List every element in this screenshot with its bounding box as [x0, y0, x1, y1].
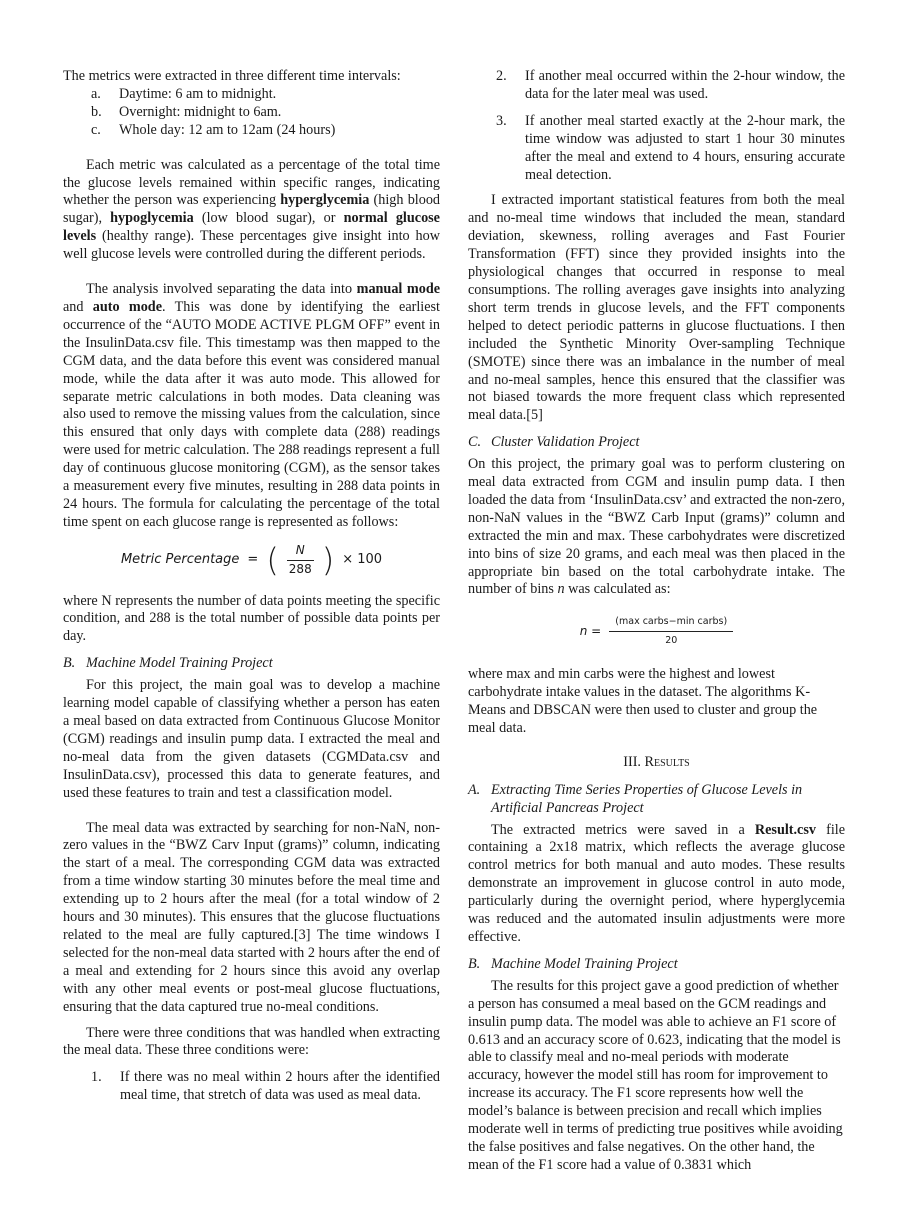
fraction: $\frac{\text{(max carbs−min carbs)}}{20}$ [609, 613, 733, 650]
subsection-heading-c: C. Cluster Validation Project [468, 434, 640, 451]
list-item: b. Overnight: midnight to 6am. [91, 103, 282, 120]
right-column [468, 68, 845, 1175]
left-column [63, 68, 440, 1105]
conditions-list-continued [468, 68, 845, 184]
list-item: 2. If another meal occurred within the 2-hour window, the data for the later meal was used. [496, 68, 845, 102]
conditions-list [63, 1069, 440, 1105]
subsection-heading-b2: B. Machine Model Training Project [468, 955, 678, 972]
paragraph-meal-extraction: The meal data was extracted by searching for non-NaN, non-zero values in the “BWZ Carv Input (grams)” column, indicating the start of a meal. The corresponding CGM data was extracted from a time window starting 30 minutes before the meal time and extending up to 2 hours after the meal (for a total window of 2 hours and 30 minutes). This ensures that the glucose fluctuations related to the meal are fully captured.[3] The time windows I selected for the non-meal data started with 2 hours after the end of a meal and extending for 2 hours since this avoid any overlap with any other meal events or post-meal glucose fluctuations, ensuring that the data captured true no-meal conditions. [63, 819, 440, 1015]
section-heading-results: III. Results [623, 753, 690, 770]
metric-percentage-formula: Metric Percentage = ( $\frac{N}{288}$ ) × 100 [120, 541, 383, 580]
list-item: a. Daytime: 6 am to midnight. [91, 85, 277, 102]
subsection-heading-b: B. Machine Model Training Project [63, 655, 273, 672]
paragraph-carbs: where max and min carbs were the highest and lowest carbohydrate intake values in the dataset. The algorithms K-Means and DBSCAN were then used to cluster and group the meal data. [468, 666, 818, 736]
paragraph-modes: The analysis involved separating the data into manual mode and auto mode. This was done by identifying the earliest occurrence of the “AUTO MODE ACTIVE PLGM OFF” event in the InsulinData.csv file. This timestamp was then mapped to the CGM data, and the data before this event was considered manual mode, while the data after it was auto mode. This allowed for separate metric calculations in both modes. Data cleaning was also used to remove the missing values from the calculation, since this ensured that only days with complete data (288) readings were used for metric calculation. The 288 readings represent a full day of continuous glucose monitoring (CGM), as the sensor takes a measurement every five minutes, resulting in 288 data points in 24 hours. The formula for calculating the percentage of the total time spent on each glucose range is represented as follows: [63, 281, 441, 530]
subsection-heading-a: A. Extracting Time Series Properties of Glucose Levels in Artificial Pancreas Project [468, 781, 803, 816]
list-item: 3. If another meal started exactly at the 2-hour mark, the time window was adjusted to start 1 hour 30 minutes after the meal and extend to 4 hours, ensuring accurate meal detection. [496, 112, 845, 183]
paragraph-clustering: On this project, the primary goal was to perform clustering on meal data extracted from CGM and insulin pump data. I then loaded the data from ‘InsulinData.csv’ and extracted the non-zero, non-NaN values in the “BWZ Carb Input (grams)” column and extracted the min and max. These carbohydrates were discretized into bins of size 20 grams, and each meal was then placed in the appropriate bin based on the total carbohydrate intake. The number of bins n was calculated as: [468, 456, 845, 598]
intervals-intro: The metrics were extracted in three different time intervals: [63, 68, 401, 84]
paragraph-results-ml: The results for this project gave a good prediction of whether a person has consumed a meal based on the GCM readings and insulin pump data. The model was able to achieve an F1 score of 0.613 and an accuracy score of 0.623, indicating that the model is able to classify meal and no-meal periods with moderate accuracy, however the model still has room for improvement to increase its accuracy. The F1 score represents how well the model’s balance is between precision and recall which implies moderate well in terms of predicting true positives while avoiding the false positives and false negatives. On the other hand, the mean of the F1 score had a value of 0.3831 which [468, 977, 843, 1173]
bins-formula: n = $\frac{\text{(max carbs−min carbs)}}{20}$ [468, 613, 845, 650]
fraction: $\frac{N}{288}$ [287, 542, 314, 579]
paragraph-where-n: where N represents the number of data points meeting the specific condition, and 288 is the total number of possible data points per day. [63, 592, 440, 645]
paragraph-metrics: Each metric was calculated as a percentage of the total time the glucose levels remained within specific ranges, indicating whether the person was experiencing hyperglycemia (high blood sugar), hypoglycemia (low blood sugar), or normal glucose levels (healthy range). These percentages give insight into how well glucose levels were controlled during the different periods. [63, 156, 441, 263]
list-item: 1. If there was no meal within 2 hours after the identified meal time, that stretch of data was used as meal data. [91, 1069, 440, 1104]
paragraph-results-metrics: The extracted metrics were saved in a Result.csv file containing a 2x18 matrix, which reflects the average glucose control metrics for both manual and auto modes. These results demonstrate an improvement in glucose control in auto mode, particularly during the overnight period, where hyperglycemia was reduced and the automated insulin adjustments were more effective. [468, 821, 845, 945]
intervals-list [63, 86, 440, 140]
paragraph-ml-goal: For this project, the main goal was to develop a machine learning model capable of classifying whether a person has eaten a meal based on data extracted from Continuous Glucose Monitor (CGM) readings and insulin pump data. I extracted the meal and no-meal data from the given datasets (CGMData.csv and InsulinData.csv), processed this data to generate features, and used these features to train and test a classification model. [63, 677, 440, 801]
paragraph-features: I extracted important statistical features from both the meal and no-meal time windows that included the mean, standard deviation, skewness, rolling averages and Fast Fourier Transformation (FFT) since they provided insights into the physiological changes that occurred in response to meal consumptions. The rolling averages gave insights into analyzing short term trends in glucose levels, and the FFT components helped to detect periodic patterns in glucose fluctuations. I then included the Synthetic Minority Over-sampling Technique (SMOTE) since there was an imbalance in the number of meal and no-meal samples, hence this ensured that the classifier was not biased towards the more frequent class which represented meal data.[5] [468, 192, 845, 424]
paragraph-conditions-intro: There were three conditions that was handled when extracting the meal data. These three conditions were: [63, 1024, 440, 1059]
list-item: c. Whole day: 12 am to 12am (24 hours) [91, 121, 336, 138]
